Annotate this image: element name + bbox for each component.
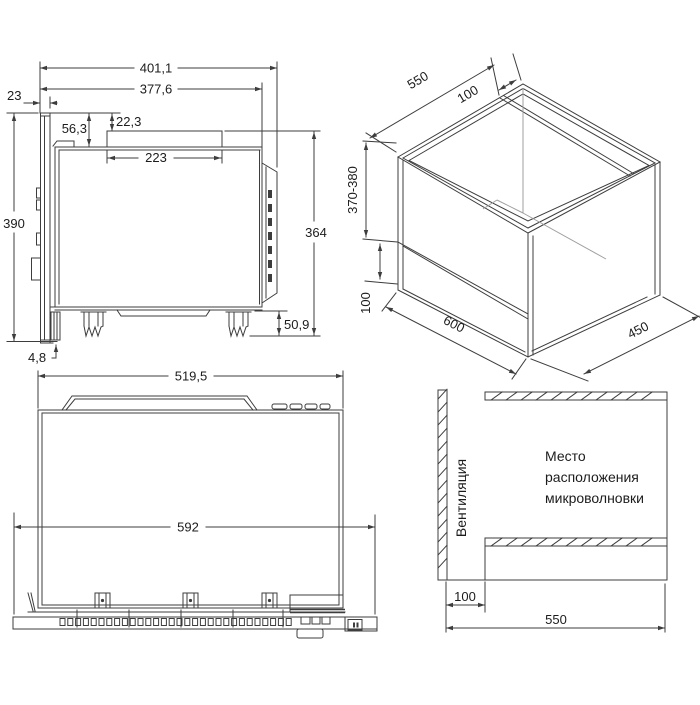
right-foot: [226, 312, 251, 336]
svg-text:расположения: расположения: [545, 469, 639, 485]
dim-depth-without-door: 377,6: [139, 81, 173, 97]
dim-niche-height: 370-380: [345, 166, 360, 214]
microwave-location-label: [545, 448, 644, 506]
dim-body-width: 519,5: [174, 368, 208, 384]
ventilation-label: Вентиляция: [453, 458, 469, 538]
vent-slot-row: [60, 619, 291, 626]
side-view-dimensions: [3, 61, 327, 366]
dim-bottom-opening-depth: 450: [624, 318, 652, 342]
left-foot: [81, 312, 106, 336]
trim-frame: [13, 593, 377, 638]
back-panel: [262, 163, 277, 303]
top-view-body: [38, 396, 343, 608]
bracket: [183, 593, 198, 608]
dim-frame-width: 592: [177, 519, 199, 535]
shelf-panel: [485, 538, 667, 546]
terminal-block: [290, 404, 302, 409]
side-wall-vent-channel: [438, 389, 447, 580]
dim-base-plate: 4,8: [28, 350, 47, 365]
rear-bulge: [62, 396, 257, 410]
scheme-dimensions: [446, 582, 665, 632]
bracket: [262, 593, 277, 608]
dim-body-height: 364: [305, 225, 327, 240]
dim-duct-height: 22,3: [116, 114, 142, 129]
door-lower-hinge: [51, 312, 60, 340]
bottom-recess: [117, 310, 210, 316]
door-hinge-knuckle: [37, 233, 41, 245]
top-view: [13, 369, 377, 639]
dim-overall-height: 390: [3, 216, 25, 231]
door-hinge-knuckle: [37, 200, 41, 210]
dim-top-rear-offset: 56,3: [61, 121, 87, 136]
door-hinge-knuckle: [37, 188, 41, 198]
top-hinge-plate: [53, 141, 74, 146]
bracket: [95, 593, 110, 608]
dim-rear-rail: 100: [454, 82, 481, 107]
dim-duct-length: 223: [145, 150, 167, 165]
svg-text:микроволновки: микроволновки: [545, 490, 644, 506]
dim-foot-height: 50,9: [284, 317, 310, 332]
terminal-block: [320, 404, 330, 409]
dim-scheme-width: 550: [545, 612, 567, 627]
lower-tab: [297, 629, 323, 638]
dim-shelf-setback: 100: [454, 589, 476, 604]
cabinet-niche: [398, 84, 660, 357]
terminal-block: [305, 404, 317, 409]
dim-overall-depth: 401,1: [139, 60, 173, 76]
terminal-block: [272, 404, 287, 409]
dim-bottom-vent-gap: 100: [358, 292, 373, 314]
niche-isometric-view: [345, 54, 700, 381]
dim-niche-width: 600: [440, 312, 468, 336]
top-view-dimensions: [14, 369, 375, 615]
mounting-brackets: [95, 593, 277, 608]
dim-niche-depth: 550: [404, 68, 431, 93]
installation-scheme: [438, 389, 667, 632]
top-duct: [107, 131, 222, 147]
door-handle: [32, 258, 41, 280]
side-view: [3, 61, 327, 366]
top-panel: [485, 392, 667, 400]
svg-text:Место: Место: [545, 448, 586, 464]
dim-door-thickness: 23: [7, 88, 22, 103]
